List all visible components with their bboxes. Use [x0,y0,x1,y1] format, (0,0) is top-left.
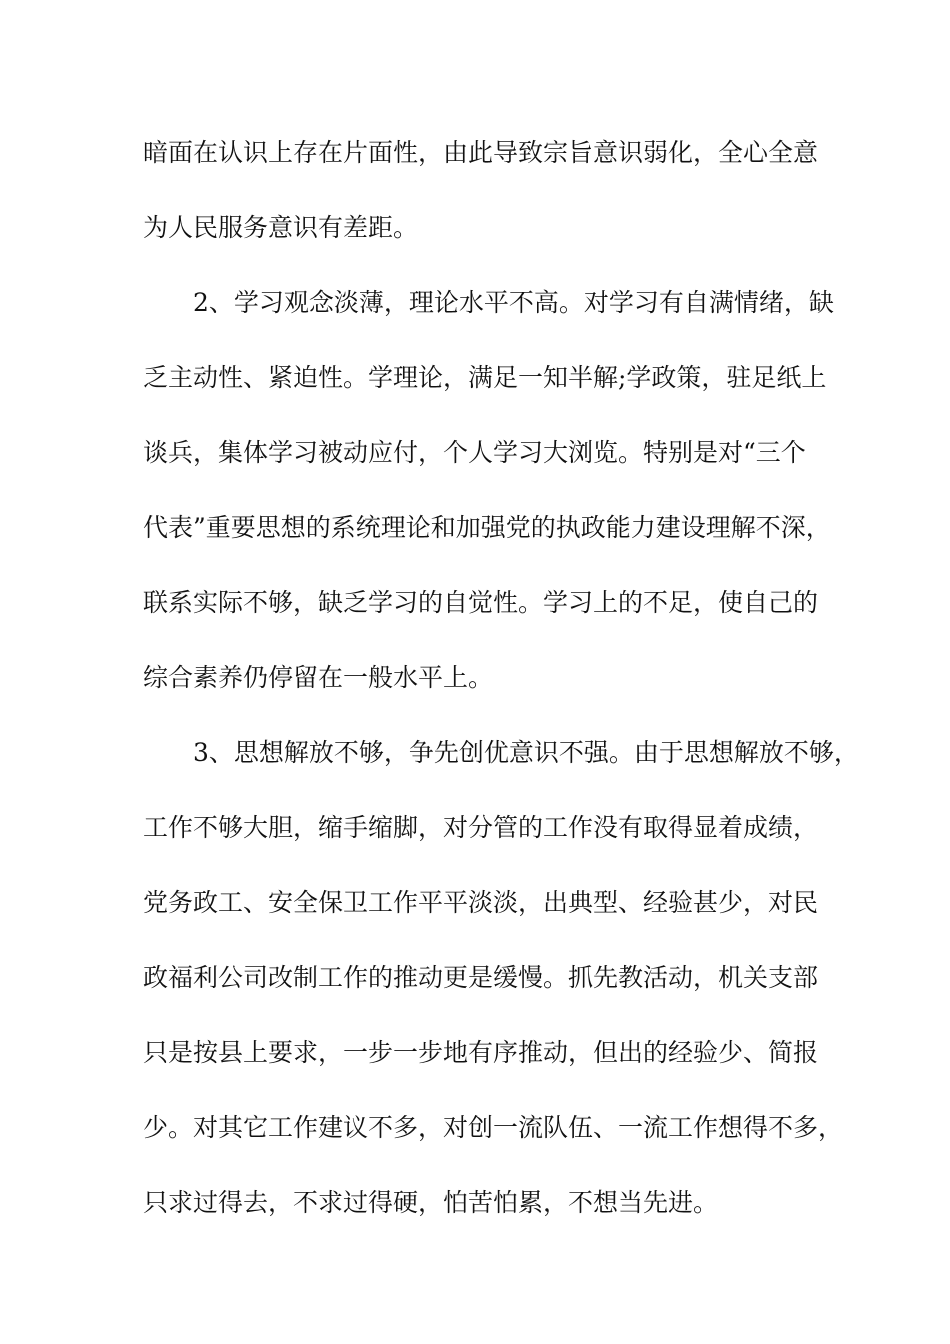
text-line: 工作不够大胆，缩手缩脚，对分管的工作没有取得显着成绩， [143,813,819,842]
text-line: 为人民服务意识有差距。 [143,213,419,242]
text-line: 谈兵，集体学习被动应付，个人学习大浏览。特别是对“三个 [143,438,806,467]
paragraph-start-line: 3、思想解放不够，争先创优意识不强。由于思想解放不够， [193,738,859,767]
text-line: 少。对其它工作建议不多，对创一流队伍、一流工作想得不多， [143,1113,844,1142]
text-line: 只是按县上要求，一步一步地有序推动，但出的经验少、简报 [143,1038,819,1067]
text-line: 暗面在认识上存在片面性，由此导致宗旨意识弱化，全心全意 [143,138,819,167]
text-line: 只求过得去，不求过得硬，怕苦怕累，不想当先进。 [143,1188,719,1217]
text-line: 联系实际不够，缺乏学习的自觉性。学习上的不足，使自己的 [143,588,819,617]
paragraph-start-line: 2、学习观念淡薄，理论水平不高。对学习有自满情绪，缺 [193,288,834,317]
text-line: 代表”重要思想的系统理论和加强党的执政能力建设理解不深， [143,513,831,542]
text-line: 政福利公司改制工作的推动更是缓慢。抓先教活动，机关支部 [143,963,819,992]
text-line: 综合素养仍停留在一般水平上。 [143,663,494,692]
text-line: 党务政工、安全保卫工作平平淡淡，出典型、经验甚少，对民 [143,888,819,917]
text-line: 乏主动性、紧迫性。学理论，满足一知半解;学政策，驻足纸上 [143,363,827,392]
